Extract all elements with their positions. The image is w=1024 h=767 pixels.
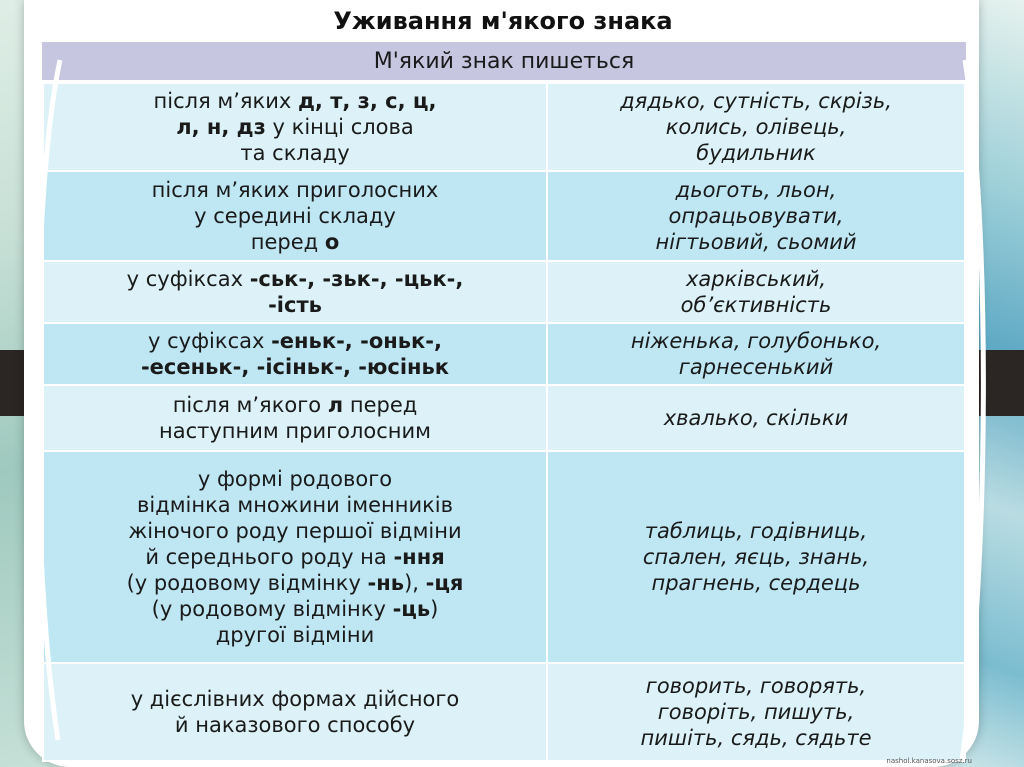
rule-text-fragment: (у родовому відмінку: [151, 597, 393, 621]
rule-line: [50, 266, 540, 292]
rule-text-fragment: перед: [343, 393, 418, 417]
rule-line: [50, 354, 540, 380]
example-line: нігтьовий, сьомий: [655, 230, 857, 254]
rule-bold-fragment: -нь: [367, 571, 405, 595]
rule-bold-fragment: л: [327, 393, 344, 417]
rule-cell: [43, 171, 547, 261]
rule-bold-fragment: о: [324, 230, 340, 254]
rule-bold-fragment: д, т, з, с, ц,: [297, 89, 437, 113]
rule-text-fragment: (у родовому відмінку: [126, 571, 368, 595]
rule-text-fragment: ): [430, 597, 439, 621]
rule-bold-fragment: -ць: [392, 597, 431, 621]
rule-bold-fragment: -ння: [393, 545, 445, 569]
example-line: дьоготь, льон,: [675, 178, 837, 202]
rule-text-fragment: у дієслівних формах дійсного: [130, 687, 460, 711]
rule-text-fragment: після м’яких: [153, 89, 298, 113]
rule-line: [50, 544, 540, 570]
rule-text-fragment: після м’яких приголосних: [151, 178, 439, 202]
rule-text-fragment: після м’якого: [172, 393, 328, 417]
table-subheader: М'який знак пишеться: [42, 42, 966, 82]
rule-bold-fragment: л, н, дз: [176, 115, 266, 139]
rule-line: [50, 518, 540, 544]
table-row: [43, 171, 965, 261]
table-row: [43, 385, 965, 451]
table-row: [43, 83, 965, 171]
rule-text-fragment: у суфіксах: [126, 267, 250, 291]
rule-line: [50, 392, 540, 418]
rule-line: [50, 492, 540, 518]
example-line: пишіть, сядь, сядьте: [640, 726, 872, 750]
rule-bold-fragment: -еньк-, -оньк-,: [271, 329, 442, 353]
example-line: хвалько, скільки: [663, 406, 849, 430]
rule-cell: [43, 385, 547, 451]
example-line: говорить, говорять,: [645, 674, 867, 698]
example-cell: [547, 171, 965, 261]
watermark-text: nashol.kanasova.sosz.ru: [886, 757, 972, 765]
rule-line: [50, 418, 540, 444]
rule-bold-fragment: -ця: [425, 571, 464, 595]
rule-text-fragment: другої відміни: [215, 623, 375, 647]
example-line: колись, олівець,: [665, 115, 847, 139]
example-line: об’єктивність: [680, 293, 832, 317]
rule-line: [50, 177, 540, 203]
rule-text-fragment: у суфіксах: [148, 329, 272, 353]
rule-cell: [43, 261, 547, 323]
table-row: [43, 451, 965, 663]
example-cell: [547, 323, 965, 385]
example-line: таблиць, годівниць,: [644, 519, 868, 543]
rule-cell: [43, 451, 547, 663]
rule-cell: [43, 323, 547, 385]
rule-line: [50, 203, 540, 229]
rule-line: [50, 596, 540, 622]
example-line: спален, яєць, знань,: [642, 545, 870, 569]
rule-line: [50, 292, 540, 318]
example-line: прагнень, сердець: [651, 571, 861, 595]
example-cell: [547, 663, 965, 761]
rule-text-fragment: перед: [250, 230, 325, 254]
rule-text-fragment: у кінці слова: [265, 115, 414, 139]
rule-bold-fragment: -ість: [268, 293, 322, 317]
title-bar: [42, 0, 964, 42]
example-line: харківський,: [685, 267, 827, 291]
example-line: ніженька, голубонько,: [630, 329, 882, 353]
table-row: [43, 663, 965, 761]
rule-text-fragment: відмінка множини іменників: [136, 493, 453, 517]
example-line: будильник: [696, 141, 816, 165]
rule-line: [50, 712, 540, 738]
rule-text-fragment: й наказового способу: [174, 713, 416, 737]
rule-line: [50, 114, 540, 140]
rule-text-fragment: наступним приголосним: [158, 419, 432, 443]
rule-text-fragment: ),: [404, 571, 426, 595]
example-line: дядько, сутність, скрізь,: [620, 89, 892, 113]
rule-text-fragment: та складу: [240, 141, 350, 165]
example-cell: [547, 83, 965, 171]
rule-line: [50, 622, 540, 648]
rule-line: [50, 88, 540, 114]
rule-bold-fragment: -есеньк-, -ісіньк-, -юсіньк: [140, 355, 450, 379]
rule-line: [50, 140, 540, 166]
rule-text-fragment: у середині складу: [194, 204, 396, 228]
rule-text-fragment: жіночого роду першої відміни: [128, 519, 462, 543]
rule-bold-fragment: -ськ-, -зьк-, -цьк-,: [249, 267, 464, 291]
rules-table: [42, 82, 966, 762]
example-cell: [547, 385, 965, 451]
rule-cell: [43, 663, 547, 761]
rule-text-fragment: у формі родового: [197, 467, 393, 491]
rule-line: [50, 229, 540, 255]
table-row: [43, 261, 965, 323]
example-cell: [547, 451, 965, 663]
rules-table-container: [42, 42, 966, 767]
example-line: опрацьовувати,: [668, 204, 844, 228]
rule-line: [50, 686, 540, 712]
example-cell: [547, 261, 965, 323]
table-row: [43, 323, 965, 385]
example-line: говоріть, пишуть,: [657, 700, 855, 724]
slide-title: Уживання м'якого знака: [333, 7, 673, 35]
rule-line: [50, 466, 540, 492]
rule-cell: [43, 83, 547, 171]
rule-text-fragment: й середнього роду на: [145, 545, 394, 569]
rule-line: [50, 570, 540, 596]
example-line: гарнесенький: [678, 355, 834, 379]
rule-line: [50, 328, 540, 354]
